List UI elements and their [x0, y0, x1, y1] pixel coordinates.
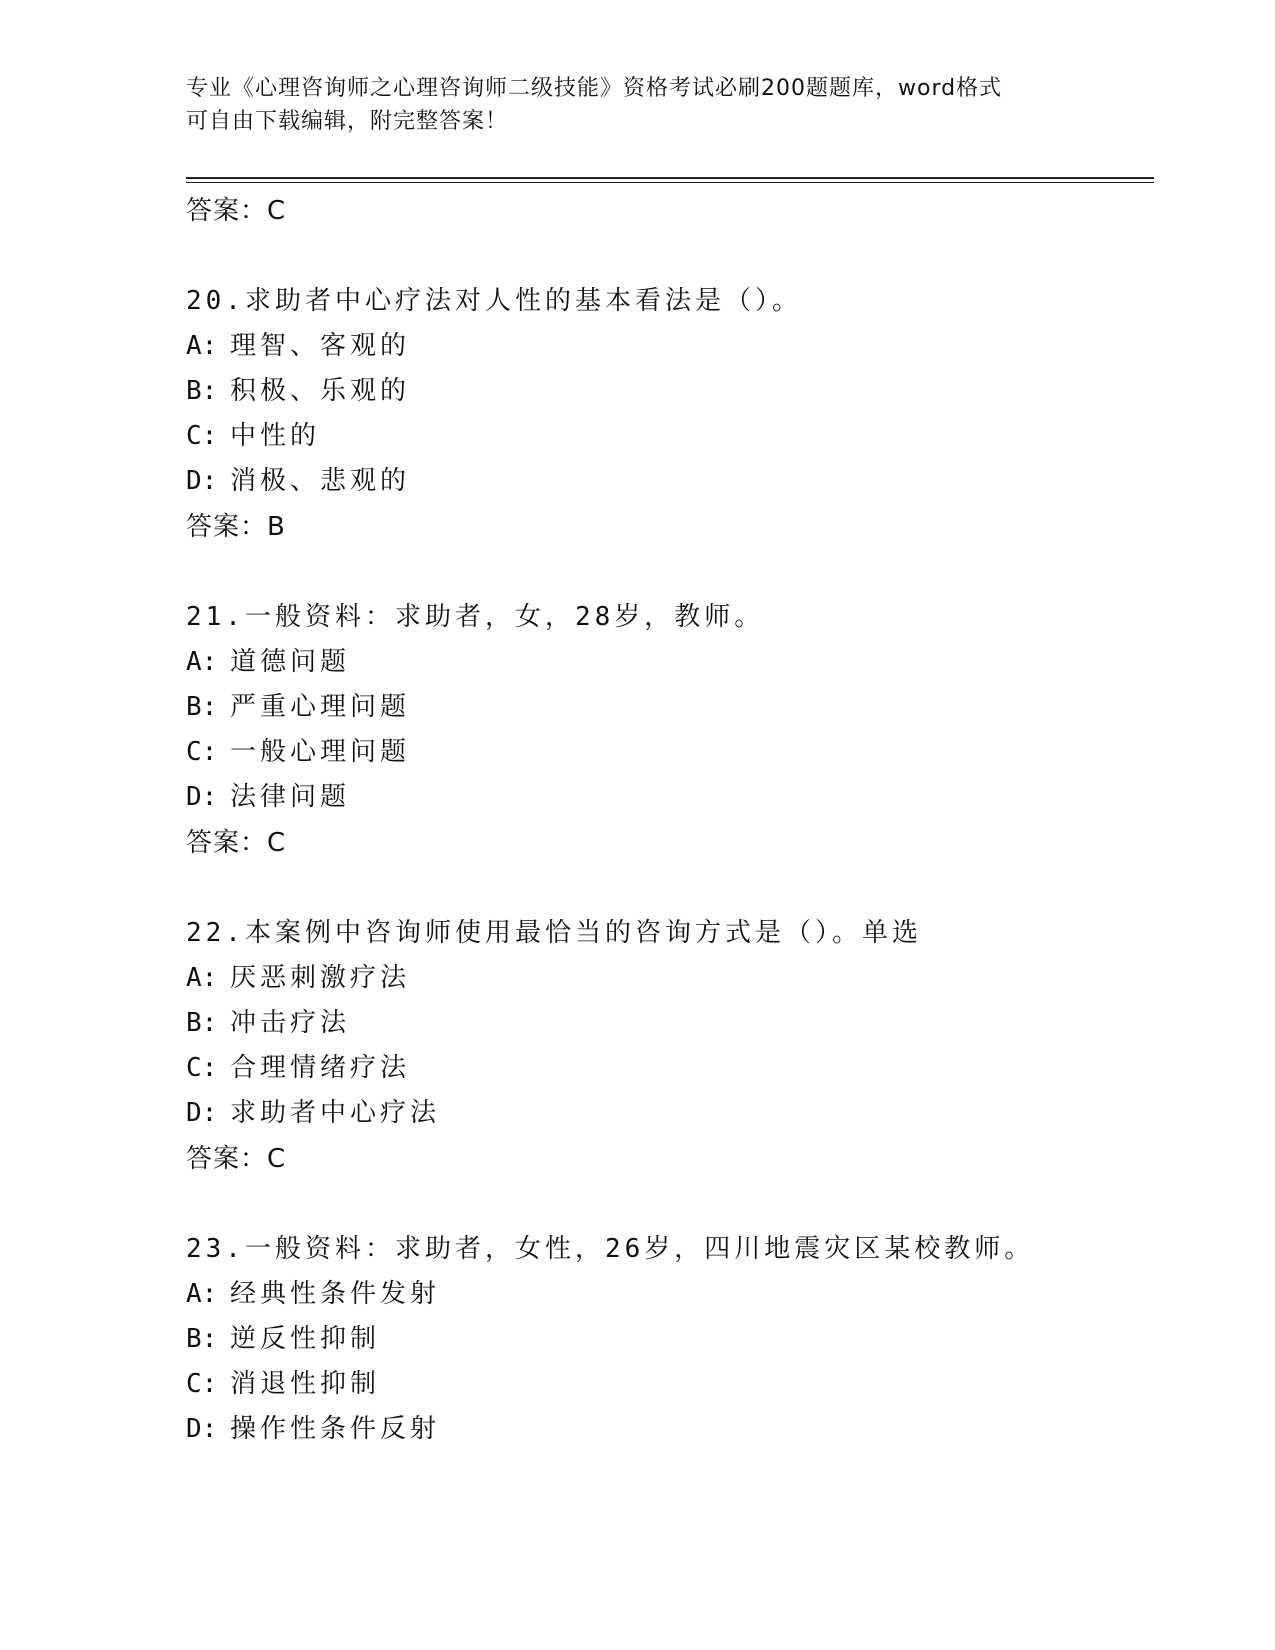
option-letter: B: [186, 692, 218, 722]
question-block-23 [186, 1226, 1154, 1452]
option-b [186, 685, 1154, 730]
option-a [186, 640, 1154, 685]
option-text: 法律问题 [230, 782, 351, 812]
question-list [186, 188, 1154, 1452]
answer-line: 答案：C [186, 196, 287, 226]
option-d [186, 1407, 1154, 1452]
option-letter: B: [186, 1008, 218, 1038]
option-letter: C: [186, 1053, 218, 1083]
option-text: 合理情绪疗法 [230, 1053, 411, 1083]
question-text: 23.一般资料：求助者，女性，26岁，四川地震灾区某校教师。 [186, 1234, 1035, 1264]
option-a [186, 956, 1154, 1001]
question-text: 20.求助者中心疗法对人性的基本看法是（）。 [186, 286, 802, 316]
option-letter: C: [186, 1369, 218, 1399]
option-letter: A: [186, 963, 218, 993]
option-text: 消退性抑制 [230, 1369, 381, 1399]
option-text: 厌恶刺激疗法 [230, 963, 411, 993]
option-c [186, 1046, 1154, 1091]
option-letter: A: [186, 331, 218, 361]
option-letter: C: [186, 421, 218, 451]
option-b [186, 369, 1154, 414]
question-block-21 [186, 594, 1154, 866]
header-rule-thick [186, 177, 1154, 179]
option-text: 逆反性抑制 [230, 1324, 381, 1354]
option-b [186, 1001, 1154, 1046]
option-a [186, 1272, 1154, 1317]
question-text: 22.本案例中咨询师使用最恰当的咨询方式是（）。单选 [186, 918, 922, 948]
option-c [186, 730, 1154, 775]
option-letter: D: [186, 1098, 218, 1128]
option-text: 道德问题 [230, 647, 351, 677]
answer-line: 答案：C [186, 828, 287, 858]
option-text: 严重心理问题 [230, 692, 411, 722]
answer-line: 答案：B [186, 512, 286, 542]
option-letter: B: [186, 376, 218, 406]
option-b [186, 1317, 1154, 1362]
option-text: 冲击疗法 [230, 1008, 351, 1038]
question-block-22 [186, 910, 1154, 1182]
option-text: 中性的 [230, 421, 321, 451]
document-header [186, 72, 1086, 138]
option-text: 理智、客观的 [230, 331, 411, 361]
option-letter: D: [186, 466, 218, 496]
option-text: 求助者中心疗法 [230, 1098, 441, 1128]
option-letter: C: [186, 737, 218, 767]
option-d [186, 459, 1154, 504]
option-text: 积极、乐观的 [230, 376, 411, 406]
question-text: 21.一般资料：求助者，女，28岁，教师。 [186, 602, 765, 632]
option-text: 操作性条件反射 [230, 1414, 441, 1444]
header-line-1: 专业《心理咨询师之心理咨询师二级技能》资格考试必刷200题题库，word格式 [186, 76, 1003, 101]
option-letter: D: [186, 782, 218, 812]
option-text: 消极、悲观的 [230, 466, 411, 496]
option-text: 经典性条件发射 [230, 1279, 441, 1309]
option-letter: A: [186, 647, 218, 677]
option-c [186, 414, 1154, 459]
option-text: 一般心理问题 [230, 737, 411, 767]
option-letter: B: [186, 1324, 218, 1354]
option-letter: A: [186, 1279, 218, 1309]
option-d [186, 775, 1154, 820]
header-rule-thin [186, 182, 1154, 183]
answer-line: 答案：C [186, 1144, 287, 1174]
option-letter: D: [186, 1414, 218, 1444]
option-c [186, 1362, 1154, 1407]
header-line-2: 可自由下载编辑，附完整答案！ [186, 109, 509, 134]
option-a [186, 324, 1154, 369]
question-block-20 [186, 278, 1154, 550]
option-d [186, 1091, 1154, 1136]
